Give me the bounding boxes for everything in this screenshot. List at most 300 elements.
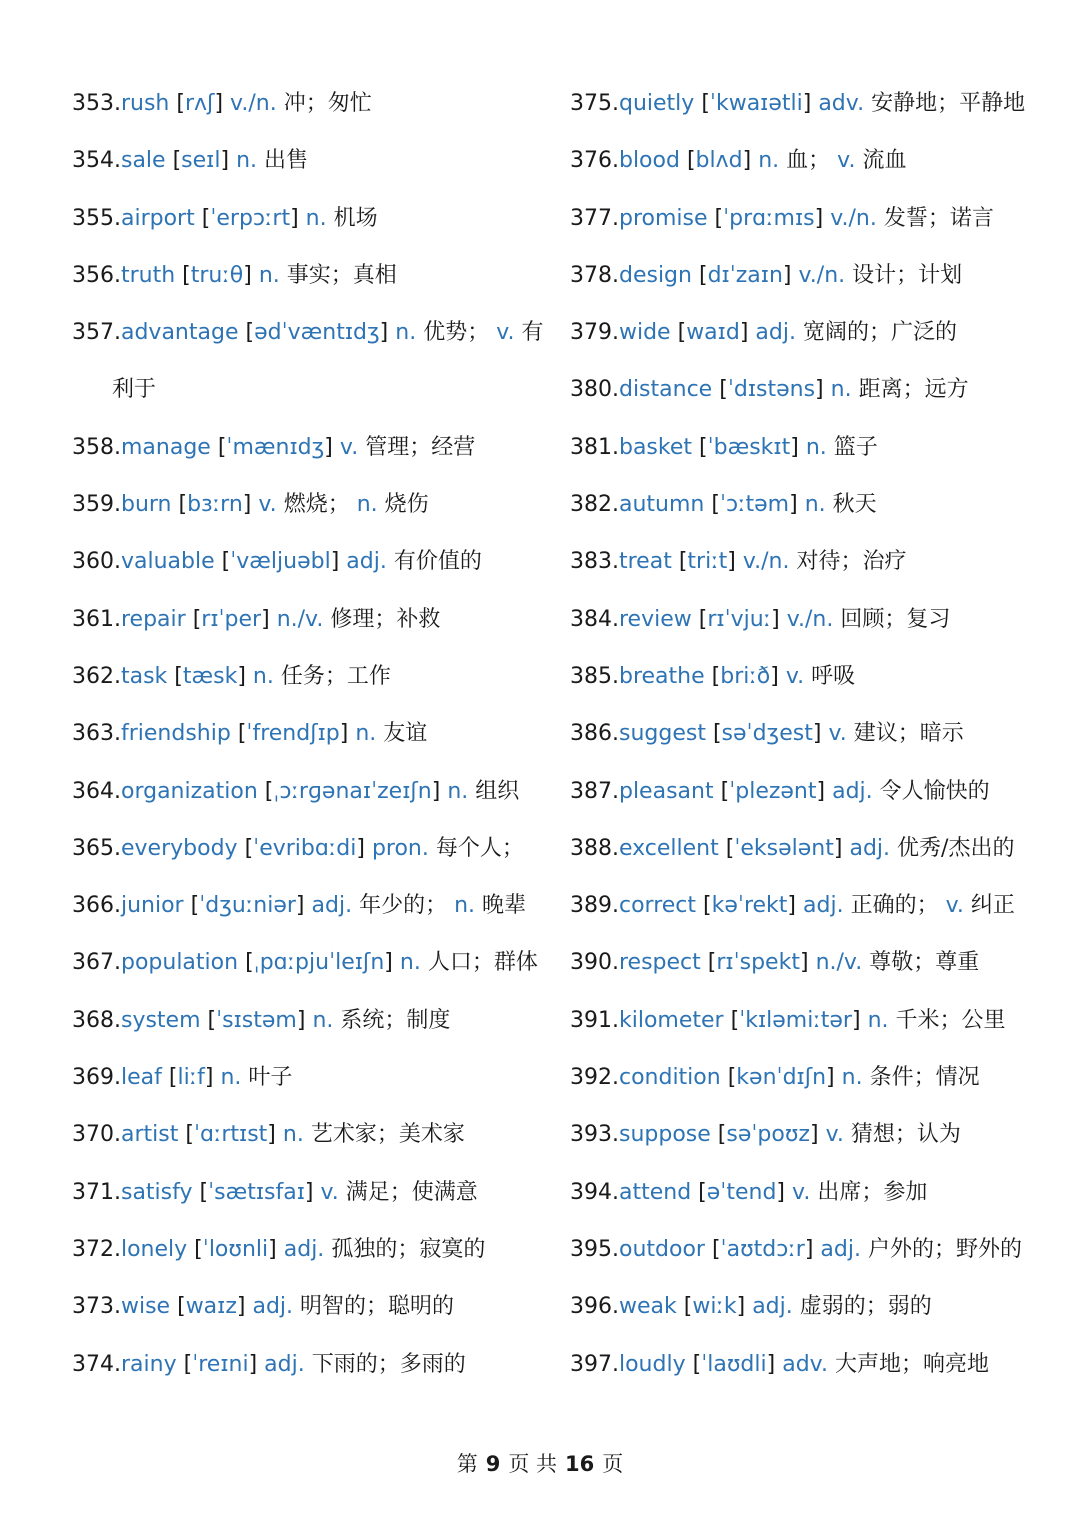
entry-meaning: 篮子 xyxy=(833,434,878,460)
entry-part-of-speech: n./v. xyxy=(815,950,863,976)
bracket-close: ] xyxy=(267,1122,276,1148)
vocab-entry xyxy=(570,763,1040,820)
entry-part-of-speech: n. xyxy=(220,1065,242,1091)
entry-number: 353. xyxy=(72,91,121,116)
entry-number: 362. xyxy=(72,663,121,689)
bracket-close: ] xyxy=(290,205,299,231)
entry-meaning: 回顾；复习 xyxy=(840,606,951,632)
bracket-close: ] xyxy=(248,1351,258,1377)
entry-phonetic: ˈdʒuːniər xyxy=(199,893,296,919)
entry-meaning: 有价值的 xyxy=(393,549,482,575)
vocab-entry xyxy=(570,648,1040,705)
vocab-entry xyxy=(570,247,1040,304)
bracket-open: [ xyxy=(678,549,688,575)
entry-word: outdoor xyxy=(618,1236,705,1262)
entry-part-of-speech: v. xyxy=(785,663,805,689)
entry-meaning: 出席；参加 xyxy=(817,1179,928,1205)
entry-part-of-speech: adj. xyxy=(755,320,796,346)
entry-number: 388. xyxy=(570,835,619,861)
entry-part-of-speech: v. xyxy=(945,893,964,919)
entry-word: promise xyxy=(618,205,708,231)
bracket-close: ] xyxy=(816,778,826,804)
bracket-close: ] xyxy=(739,320,749,346)
entry-number: 394. xyxy=(570,1179,619,1205)
entry-meaning: 满足；使满意 xyxy=(345,1179,478,1205)
entry-phonetic: ˈɔːtəm xyxy=(719,492,790,518)
entry-meaning: 设计；计划 xyxy=(852,262,963,288)
entry-phonetic: ˈerpɔːrt xyxy=(210,205,291,231)
entry-number: 370. xyxy=(72,1122,121,1148)
entry-word: blood xyxy=(618,148,680,174)
vocab-entry xyxy=(570,992,1040,1049)
entry-number: 357. xyxy=(72,320,121,346)
entry-phonetic: ˈsɪstəm xyxy=(216,1007,297,1033)
entry-phonetic: ˈsætɪsfaɪ xyxy=(208,1179,305,1205)
entry-word: treat xyxy=(618,549,672,575)
entry-word: autumn xyxy=(618,492,705,518)
bracket-open: [ xyxy=(686,148,696,174)
bracket-open: [ xyxy=(183,1351,193,1377)
bracket-open: [ xyxy=(237,721,247,747)
entry-meaning: 大声地；响亮地 xyxy=(834,1351,989,1377)
footer-total-pages: 16 xyxy=(565,1452,595,1476)
entry-word: suppose xyxy=(618,1122,711,1148)
bracket-open: [ xyxy=(692,1351,702,1377)
bracket-open: [ xyxy=(677,320,687,346)
entry-word: loudly xyxy=(618,1351,686,1377)
bracket-close: ] xyxy=(804,1236,814,1262)
entry-part-of-speech: v. xyxy=(792,1179,811,1205)
entry-word: pleasant xyxy=(618,778,714,804)
entry-meaning: 年少的； xyxy=(359,893,448,919)
bracket-open: [ xyxy=(217,434,227,460)
bracket-open: [ xyxy=(711,492,720,518)
entry-word: organization xyxy=(120,778,258,804)
bracket-close: ] xyxy=(809,1122,819,1148)
entry-word: breathe xyxy=(618,663,705,689)
entry-word: burn xyxy=(120,492,172,518)
bracket-close: ] xyxy=(237,663,246,689)
vocab-entry xyxy=(570,304,1040,361)
entry-part-of-speech: v. xyxy=(828,721,847,747)
vocab-entry xyxy=(570,934,1040,991)
bracket-close: ] xyxy=(220,148,230,174)
bracket-open: [ xyxy=(698,606,708,632)
entry-part-of-speech: pron. xyxy=(371,835,429,861)
entry-number: 393. xyxy=(570,1122,619,1148)
vocab-entry xyxy=(570,476,1040,533)
entry-number: 387. xyxy=(570,778,619,804)
entry-number: 385. xyxy=(570,663,619,689)
vocab-entry xyxy=(570,533,1040,590)
bracket-close: ] xyxy=(799,950,809,976)
entry-part-of-speech: v. xyxy=(258,492,277,518)
entry-word: wide xyxy=(618,320,671,346)
entry-part-of-speech: n. xyxy=(805,434,827,460)
entry-meaning: 燃烧； xyxy=(283,492,350,518)
vocab-entry xyxy=(72,705,547,762)
entry-part-of-speech: n. xyxy=(447,778,469,804)
entry-meaning: 系统；制度 xyxy=(340,1007,451,1033)
bracket-open: [ xyxy=(720,778,730,804)
entry-word: rainy xyxy=(120,1351,177,1377)
entry-phonetic: ˈvæljuəbl xyxy=(230,549,331,575)
entry-phonetic: ˈevribɑːdi xyxy=(253,835,357,861)
entry-number: 383. xyxy=(570,549,619,575)
entry-word: sale xyxy=(120,148,166,174)
entry-meaning: 对待；治疗 xyxy=(796,549,907,575)
bracket-close: ] xyxy=(204,1065,214,1091)
bracket-close: ] xyxy=(243,262,252,288)
entry-part-of-speech: n. xyxy=(252,663,274,689)
entry-part-of-speech: n. xyxy=(236,148,257,174)
entry-number: 372. xyxy=(72,1236,121,1262)
entry-part-of-speech: v./n. xyxy=(798,262,846,288)
entry-phonetic: səˈpoʊz xyxy=(726,1122,810,1148)
entry-number: 379. xyxy=(570,320,619,346)
entry-phonetic: liːf xyxy=(177,1065,205,1091)
entry-phonetic: ˈɑːrtɪst xyxy=(193,1122,268,1148)
vocab-entry xyxy=(570,190,1040,247)
vocab-entry xyxy=(570,1336,1040,1393)
entry-part-of-speech: n. xyxy=(867,1007,889,1033)
vocab-entry xyxy=(570,877,1040,934)
vocab-entry xyxy=(570,1049,1040,1106)
bracket-open: [ xyxy=(717,1122,727,1148)
vocab-entry xyxy=(570,820,1040,877)
entry-number: 356. xyxy=(72,262,121,288)
entry-word: everybody xyxy=(120,835,238,861)
entry-part-of-speech: adj. xyxy=(311,893,353,919)
entry-meaning: 友谊 xyxy=(383,721,428,747)
bracket-close: ] xyxy=(727,549,736,575)
entry-word: lonely xyxy=(120,1236,188,1262)
entry-phonetic: kəˈrekt xyxy=(711,893,788,919)
entry-phonetic: rɪˈvjuː xyxy=(707,606,772,632)
vocab-column-right xyxy=(570,75,1040,1393)
entry-number: 367. xyxy=(72,950,121,976)
entry-part-of-speech: n. xyxy=(841,1065,863,1091)
entry-part-of-speech: adj. xyxy=(752,1294,793,1320)
entry-part-of-speech: adv. xyxy=(818,91,865,116)
entry-phonetic: tæsk xyxy=(182,663,238,689)
vocab-entry xyxy=(72,1278,547,1335)
entry-number: 361. xyxy=(72,606,121,632)
bracket-close: ] xyxy=(770,663,779,689)
entry-meaning: 呼吸 xyxy=(811,663,856,689)
entry-part-of-speech: n. xyxy=(305,205,327,231)
bracket-open: [ xyxy=(168,1065,178,1091)
entry-word: design xyxy=(618,262,692,288)
entry-number: 392. xyxy=(570,1065,619,1091)
entry-number: 355. xyxy=(72,205,121,231)
entry-number: 395. xyxy=(570,1236,619,1262)
entry-phonetic: ədˈvæntɪdʒ xyxy=(254,320,380,346)
vocab-entry xyxy=(72,1049,547,1106)
entry-part-of-speech: n. xyxy=(258,262,280,288)
entry-part-of-speech: adj. xyxy=(346,549,387,575)
bracket-open: [ xyxy=(201,205,211,231)
bracket-close: ] xyxy=(776,1179,786,1205)
vocab-entry xyxy=(72,1106,547,1163)
entry-part-of-speech: n. xyxy=(312,1007,334,1033)
bracket-open: [ xyxy=(707,950,717,976)
entry-number: 377. xyxy=(570,205,619,231)
bracket-close: ] xyxy=(826,1065,835,1091)
entry-number: 381. xyxy=(570,434,619,460)
vocab-entry-continuation xyxy=(72,361,547,418)
entry-part-of-speech: n. xyxy=(355,721,377,747)
bracket-close: ] xyxy=(736,1294,746,1320)
entry-part-of-speech: v. xyxy=(339,434,359,460)
entry-number: 365. xyxy=(72,835,121,861)
bracket-close: ] xyxy=(766,1351,776,1377)
bracket-close: ] xyxy=(833,835,843,861)
bracket-close: ] xyxy=(789,492,798,518)
entry-word: quietly xyxy=(618,91,695,116)
bracket-open: [ xyxy=(245,320,255,346)
bracket-open: [ xyxy=(698,262,708,288)
entry-meaning: 管理；经营 xyxy=(365,434,476,460)
vocab-entry xyxy=(570,705,1040,762)
entry-phonetic: ˈkwaɪətli xyxy=(709,91,803,116)
bracket-close: ] xyxy=(815,377,824,403)
entry-meaning: 组织 xyxy=(475,778,520,804)
footer-suffix: 页 xyxy=(602,1452,624,1476)
bracket-close: ] xyxy=(814,205,824,231)
bracket-open: [ xyxy=(719,377,728,403)
entry-meaning: 任务；工作 xyxy=(280,663,391,689)
vocab-entry xyxy=(570,1278,1040,1335)
vocab-entry xyxy=(72,591,547,648)
vocab-entry xyxy=(72,476,547,533)
vocab-entry xyxy=(570,132,1040,189)
bracket-close: ] xyxy=(214,91,224,116)
entry-part-of-speech: n. xyxy=(282,1122,304,1148)
entry-meaning: 流血 xyxy=(862,148,907,174)
entry-word: truth xyxy=(120,262,176,288)
vocab-entry xyxy=(570,1221,1040,1278)
entry-word: correct xyxy=(618,893,697,919)
bracket-open: [ xyxy=(182,262,191,288)
page-footer xyxy=(0,1448,1080,1478)
bracket-open: [ xyxy=(172,148,182,174)
entry-phonetic: rʌʃ xyxy=(184,91,215,116)
entry-meaning: 猜想；认为 xyxy=(850,1122,961,1148)
entry-meaning: 宽阔的；广泛的 xyxy=(802,320,957,346)
bracket-open: [ xyxy=(190,893,200,919)
bracket-close: ] xyxy=(384,950,393,976)
entry-meaning: 有 xyxy=(521,320,544,346)
entry-phonetic: blʌd xyxy=(695,148,743,174)
entry-meaning: 条件；情况 xyxy=(869,1065,980,1091)
bracket-open: [ xyxy=(192,606,202,632)
bracket-open: [ xyxy=(177,1294,186,1320)
vocab-entry xyxy=(72,934,547,991)
entry-word: artist xyxy=(120,1122,179,1148)
entry-part-of-speech: v./n. xyxy=(230,91,277,116)
entry-part-of-speech: n. xyxy=(830,377,852,403)
entry-word: wise xyxy=(120,1294,171,1320)
bracket-close: ] xyxy=(790,434,799,460)
entry-word: task xyxy=(120,663,168,689)
entry-word: system xyxy=(120,1007,201,1033)
entry-meaning: 修理；补救 xyxy=(330,606,441,632)
entry-number: 363. xyxy=(72,721,121,747)
entry-word: kilometer xyxy=(618,1007,724,1033)
entry-meaning: 每个人； xyxy=(435,835,524,861)
vocab-entry xyxy=(72,132,547,189)
bracket-close: ] xyxy=(356,835,365,861)
vocab-entry xyxy=(570,591,1040,648)
bracket-open: [ xyxy=(701,91,710,116)
entry-meaning: 冲；匆忙 xyxy=(283,91,372,116)
entry-phonetic: ˈreɪni xyxy=(192,1351,249,1377)
vocab-entry xyxy=(72,1164,547,1221)
entry-meaning: 事实；真相 xyxy=(286,262,397,288)
entry-phonetic: ˈdɪstəns xyxy=(727,377,816,403)
bracket-close: ] xyxy=(236,1294,246,1320)
entry-meaning: 下雨的；多雨的 xyxy=(311,1351,466,1377)
entry-meaning: 令人愉快的 xyxy=(879,778,990,804)
vocab-entry xyxy=(72,763,547,820)
entry-number: 384. xyxy=(570,606,619,632)
entry-number: 396. xyxy=(570,1294,619,1320)
entry-phonetic: kənˈdɪʃn xyxy=(736,1065,827,1091)
vocab-entry xyxy=(72,304,547,361)
entry-number: 390. xyxy=(570,950,619,976)
bracket-close: ] xyxy=(379,320,389,346)
bracket-open: [ xyxy=(699,434,708,460)
entry-number: 366. xyxy=(72,893,121,919)
entry-word: distance xyxy=(618,377,713,403)
entry-meaning: 艺术家；美术家 xyxy=(310,1122,465,1148)
vocab-entry xyxy=(72,1336,547,1393)
entry-part-of-speech: v./n. xyxy=(742,549,790,575)
entry-phonetic: ˈkɪləmiːtər xyxy=(739,1007,852,1033)
entry-word: basket xyxy=(618,434,693,460)
bracket-close: ] xyxy=(296,1007,306,1033)
entry-meaning: 明智的；聪明的 xyxy=(300,1294,455,1320)
entry-meaning: 尊敬；尊重 xyxy=(869,950,980,976)
entry-part-of-speech: adj. xyxy=(283,1236,325,1262)
vocab-entry xyxy=(72,820,547,877)
entry-meaning: 人口；群体 xyxy=(427,950,538,976)
entry-number: 360. xyxy=(72,549,121,575)
bracket-open: [ xyxy=(683,1294,693,1320)
entry-phonetic: briːð xyxy=(720,663,771,689)
entry-meaning: 烧伤 xyxy=(384,492,429,518)
bracket-close: ] xyxy=(242,492,252,518)
bracket-open: [ xyxy=(714,205,724,231)
entry-phonetic: ˈbæskɪt xyxy=(707,434,791,460)
entry-phonetic: truːθ xyxy=(190,262,244,288)
entry-phonetic: ˌɔːrɡənaɪˈzeɪʃn xyxy=(273,778,432,804)
entry-number: 359. xyxy=(72,492,121,518)
entry-meaning: 叶子 xyxy=(248,1065,293,1091)
entry-number: 397. xyxy=(570,1351,619,1377)
entry-meaning: 孤独的；寂寞的 xyxy=(331,1236,486,1262)
footer-page-number: 9 xyxy=(485,1452,501,1476)
vocab-entry xyxy=(72,75,547,132)
entry-number: 364. xyxy=(72,778,121,804)
bracket-close: ] xyxy=(295,893,305,919)
entry-part-of-speech: n. xyxy=(454,893,476,919)
entry-word: population xyxy=(120,950,239,976)
bracket-close: ] xyxy=(261,606,270,632)
entry-part-of-speech: adj. xyxy=(803,893,844,919)
entry-meaning: 优势； xyxy=(423,320,490,346)
entry-meaning-continued: 利于 xyxy=(112,377,157,403)
entry-number: 358. xyxy=(72,434,121,460)
entry-number: 389. xyxy=(570,893,619,919)
entry-phonetic: ˈprɑːmɪs xyxy=(723,205,815,231)
entry-part-of-speech: adv. xyxy=(782,1351,828,1377)
entry-phonetic: əˈtend xyxy=(706,1179,777,1205)
entry-number: 369. xyxy=(72,1065,121,1091)
vocab-entry xyxy=(72,877,547,934)
bracket-open: [ xyxy=(199,1179,209,1205)
entry-meaning: 纠正 xyxy=(970,893,1015,919)
entry-word: suggest xyxy=(618,721,706,747)
entry-number: 380. xyxy=(570,377,619,403)
entry-meaning: 建议；暗示 xyxy=(853,721,964,747)
entry-meaning: 机场 xyxy=(333,205,378,231)
bracket-open: [ xyxy=(712,721,722,747)
vocab-entry xyxy=(570,419,1040,476)
entry-word: attend xyxy=(618,1179,692,1205)
entry-phonetic: ˈlaʊdli xyxy=(701,1351,767,1377)
entry-meaning: 晚辈 xyxy=(482,893,527,919)
entry-phonetic: rɪˈper xyxy=(201,606,262,632)
bracket-open: [ xyxy=(185,1122,194,1148)
entry-phonetic: bɜːrn xyxy=(187,492,243,518)
entry-phonetic: seɪl xyxy=(181,148,221,174)
entry-part-of-speech: adj. xyxy=(252,1294,294,1320)
bracket-open: [ xyxy=(703,893,712,919)
bracket-open: [ xyxy=(221,549,231,575)
entry-meaning: 出售 xyxy=(264,148,309,174)
bracket-open: [ xyxy=(698,1179,707,1205)
entry-part-of-speech: n. xyxy=(804,492,826,518)
entry-phonetic: triːt xyxy=(687,549,728,575)
entry-number: 371. xyxy=(72,1179,121,1205)
entry-meaning: 发誓；诺言 xyxy=(883,205,994,231)
entry-word: respect xyxy=(618,950,701,976)
vocab-entry xyxy=(72,533,547,590)
bracket-open: [ xyxy=(711,663,721,689)
entry-word: repair xyxy=(120,606,186,632)
bracket-close: ] xyxy=(802,91,812,116)
vocab-entry xyxy=(570,1106,1040,1163)
entry-phonetic: wiːk xyxy=(692,1294,737,1320)
entry-meaning: 秋天 xyxy=(832,492,877,518)
entry-part-of-speech: v. xyxy=(825,1122,844,1148)
bracket-open: [ xyxy=(245,950,254,976)
entry-number: 368. xyxy=(72,1007,121,1033)
entry-part-of-speech: v./n. xyxy=(830,205,877,231)
footer-prefix: 第 xyxy=(456,1452,478,1476)
bracket-close: ] xyxy=(851,1007,861,1033)
vocab-entry xyxy=(72,648,547,705)
entry-part-of-speech: n. xyxy=(395,320,417,346)
entry-phonetic: ˈplezənt xyxy=(729,778,817,804)
entry-part-of-speech: v. xyxy=(320,1179,339,1205)
entry-meaning: 血； xyxy=(786,148,831,174)
entry-phonetic: ˈaʊtdɔːr xyxy=(720,1236,805,1262)
bracket-open: [ xyxy=(727,1065,737,1091)
bracket-open: [ xyxy=(194,1236,203,1262)
